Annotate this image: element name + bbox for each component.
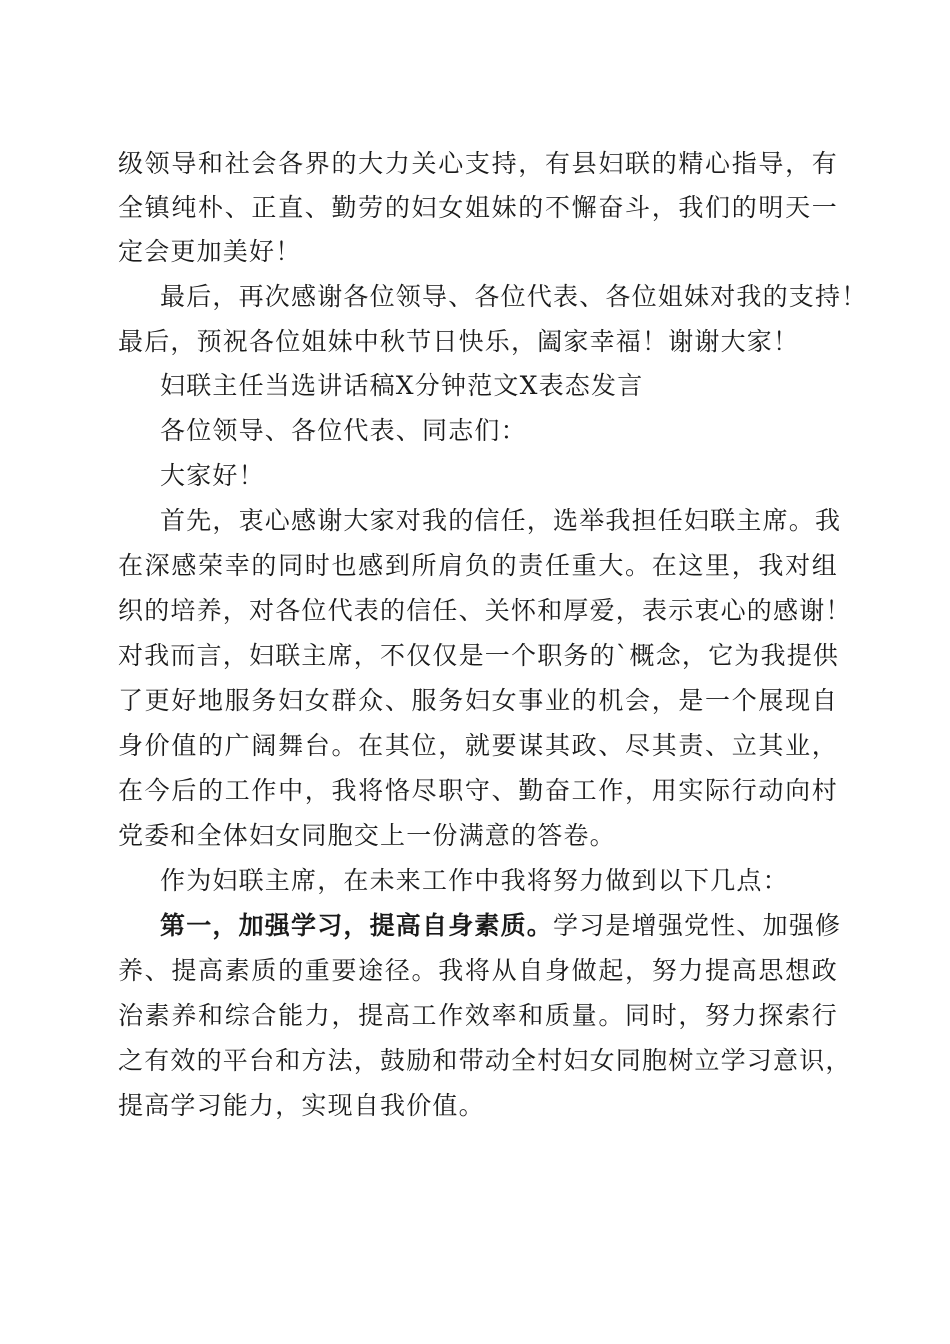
text-line: 全镇纯朴、正直、勤劳的妇女姐妹的不懈奋斗，我们的明天一 [118,193,838,222]
text-line: 最后，再次感谢各位领导、各位代表、各位姐妹对我的支持！ [160,282,868,311]
text-line: 级领导和社会各界的大力关心支持，有县妇联的精心指导，有 [118,149,838,178]
text-line: 了更好地服务妇女群众、服务妇女事业的机会，是一个展现自 [118,686,838,715]
point-heading: 第一，加强学习，提高自身素质。 [160,911,554,940]
text-line: 养、提高素质的重要途径。我将从自身做起，努力提高思想政 [118,956,838,985]
point-text: 学习是增强党性、加强修 [553,911,842,940]
text-line: 最后，预祝各位姐妹中秋节日快乐，阖家幸福！谢谢大家！ [118,327,800,356]
text-line [160,904,842,948]
text-line: 党委和全体妇女同胞交上一份满意的答卷。 [118,821,616,850]
text-line: 之有效的平台和方法，鼓励和带动全村妇女同胞树立学习意识， [118,1046,852,1075]
text-line: 提高学习能力，实现自我价值。 [118,1091,485,1120]
text-line: 首先，衷心感谢大家对我的信任，选举我担任妇联主席。我 [160,506,842,535]
text-line: 在深感荣幸的同时也感到所肩负的责任重大。在这里，我对组 [118,551,838,580]
text-line: 定会更加美好！ [118,237,302,266]
text-line: 在今后的工作中，我将恪尽职守、勤奋工作，用实际行动向村 [118,776,838,805]
text-line: 织的培养，对各位代表的信任、关怀和厚爱，表示衷心的感谢！ [118,596,852,625]
text-line: 对我而言，妇联主席，不仅仅是一个职务的`概念，它为我提供 [118,641,840,670]
text-line: 作为妇联主席，在未来工作中我将努力做到以下几点： [160,866,789,895]
section-title: 妇联主任当选讲话稿X分钟范文X表态发言 [160,371,644,400]
greeting: 大家好！ [160,461,265,490]
text-line: 治素养和综合能力，提高工作效率和质量。同时，努力探索行 [118,1001,838,1030]
text-line: 身价值的广阔舞台。在其位，就要谋其政、尽其责、立其业， [118,731,838,760]
salutation: 各位领导、各位代表、同志们： [160,416,527,445]
